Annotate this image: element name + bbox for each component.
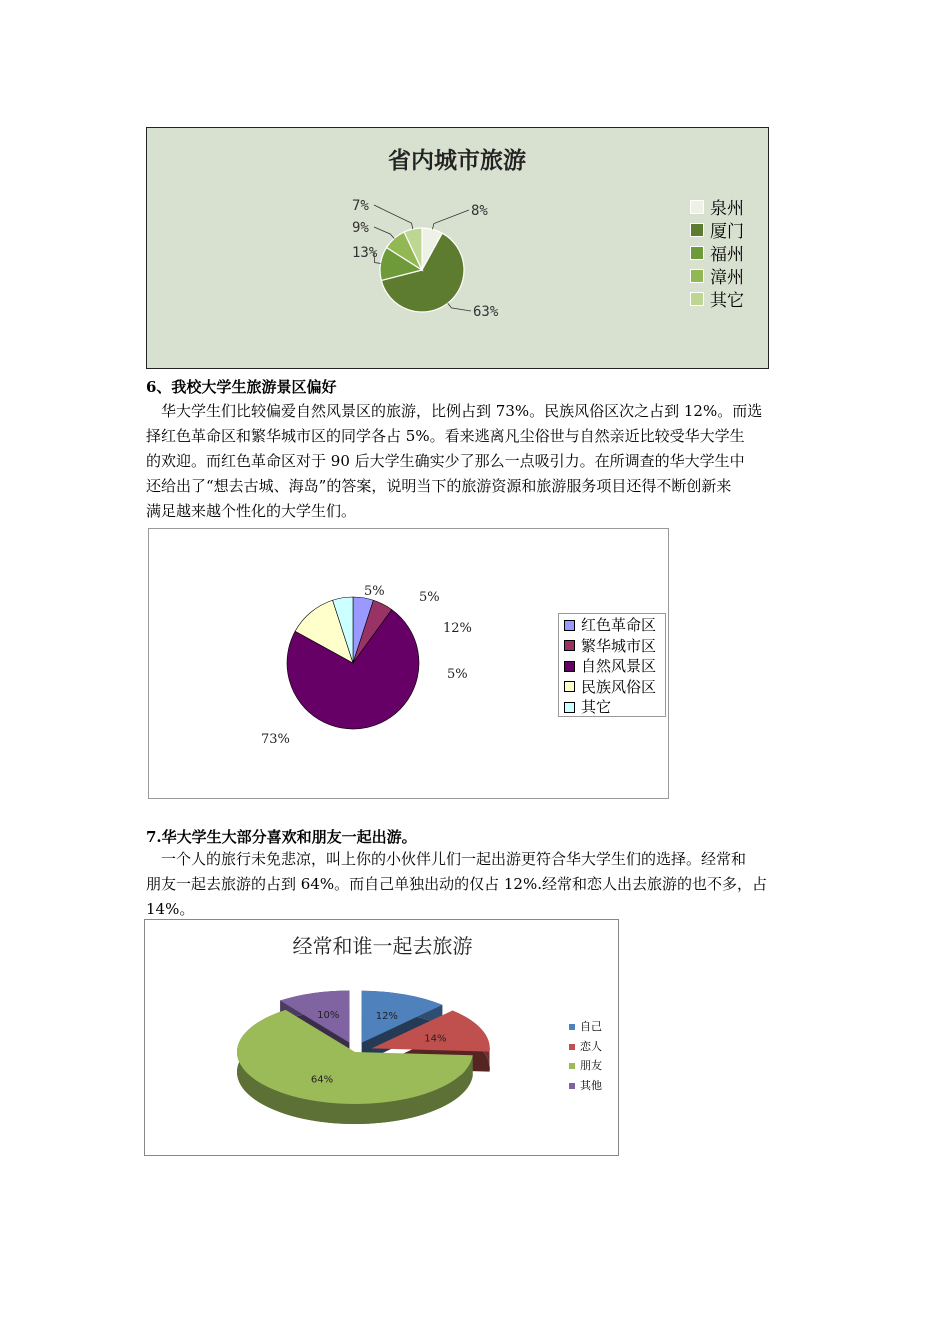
legend-label: 自己	[580, 1020, 602, 1033]
chart1-plot	[147, 128, 770, 370]
pie-data-label: 64%	[310, 1074, 334, 1086]
legend-label: 自然风景区	[581, 657, 657, 675]
legend-label: 恋人	[580, 1039, 602, 1053]
pie-data-label: 13%	[352, 245, 378, 261]
legend-swatch	[569, 1083, 575, 1089]
pie-data-label: 7%	[352, 198, 369, 214]
legend-item	[569, 1059, 602, 1073]
pie-data-label: 8%	[471, 203, 488, 219]
legend-item	[690, 194, 744, 219]
legend-swatch	[690, 246, 704, 260]
legend-swatch	[564, 681, 575, 692]
legend-swatch	[569, 1044, 575, 1050]
section7-line: 一个人的旅行未免悲凉，叫上你的小伙伴儿们一起出游更符合华大学生们的选择。经常和	[161, 850, 747, 868]
legend-swatch	[564, 640, 575, 651]
legend-swatch	[690, 292, 704, 306]
section6-line: 的欢迎。而红色革命区对于 90 后大学生确实少了那么一点吸引力。在所调查的华大学生中	[146, 452, 745, 470]
pie-data-label: 63%	[473, 304, 499, 320]
chart1-title: 省内城市旅游	[388, 148, 526, 174]
legend-label: 漳州	[710, 268, 744, 288]
section6-heading: 6、我校大学生旅游景区偏好	[146, 378, 337, 396]
legend-item	[564, 637, 656, 655]
legend-label: 朋友	[580, 1059, 602, 1072]
chart3-plot	[145, 920, 620, 1157]
legend-item	[564, 698, 611, 716]
section6-line: 满足越来越个性化的大学生们。	[146, 502, 357, 520]
legend-item	[569, 1040, 602, 1054]
legend-label: 民族风俗区	[581, 677, 657, 696]
pie-data-label: 10%	[317, 1009, 340, 1021]
section7-line: 朋友一起去旅游的占到 64%。而自己单独出动的仅占 12%.经常和恋人出去旅游的也不多，占	[146, 875, 767, 893]
legend-label: 其它	[581, 698, 612, 716]
section7-paragraph	[146, 847, 811, 922]
legend-item	[564, 616, 656, 634]
pie-data-label: 73%	[261, 732, 290, 747]
legend-swatch	[690, 223, 704, 237]
legend-swatch	[569, 1024, 575, 1030]
legend-item	[569, 1079, 602, 1093]
chart-province-cities	[146, 127, 769, 369]
pie-data-label: 9%	[352, 220, 369, 236]
legend-item	[690, 240, 744, 265]
legend-item	[569, 1020, 602, 1034]
pie-data-label: 14%	[424, 1033, 447, 1045]
legend-label: 繁华城市区	[581, 636, 657, 655]
legend-swatch	[569, 1063, 575, 1069]
leader-line	[374, 227, 394, 238]
legend-swatch	[690, 200, 704, 214]
leader-line	[448, 303, 471, 311]
legend-label: 泉州	[710, 199, 744, 219]
pie-data-label: 5%	[447, 667, 468, 682]
chart-travel-companion	[144, 919, 619, 1156]
leader-line	[374, 205, 413, 229]
chart2-legend	[558, 613, 666, 717]
legend-item	[690, 217, 744, 242]
legend-item	[690, 263, 744, 288]
pie-data-label: 5%	[364, 584, 385, 599]
legend-swatch	[564, 620, 575, 631]
legend-swatch	[564, 661, 575, 672]
legend-item	[564, 657, 656, 675]
legend-label: 福州	[710, 245, 744, 265]
legend-label: 厦门	[710, 222, 744, 242]
chart3-title: 经常和谁一起去旅游	[292, 934, 473, 958]
section6-line: 华大学生们比较偏爱自然风景区的旅游，比例占到 73%。民族风俗区次之占到 12%。而选	[161, 402, 763, 420]
legend-swatch	[690, 269, 704, 283]
legend-swatch	[564, 702, 575, 713]
legend-item	[564, 678, 656, 696]
section6-line: 择红色革命区和繁华城市区的同学各占 5%。看来逃离凡尘俗世与自然亲近比较受华大学生	[146, 427, 745, 445]
section6-line: 还给出了“想去古城、海岛”的答案，说明当下的旅游资源和旅游服务项目还得不断创新来	[146, 477, 732, 495]
pie-data-label: 12%	[443, 621, 472, 636]
legend-label: 其它	[710, 291, 744, 311]
legend-label: 其他	[580, 1078, 602, 1092]
legend-item	[690, 286, 744, 311]
chart-scenic-preference	[148, 528, 669, 799]
section6-paragraph	[146, 399, 811, 524]
section7-line: 14%。	[146, 900, 195, 918]
legend-label: 红色革命区	[581, 616, 657, 634]
pie-data-label: 5%	[419, 590, 440, 605]
leader-line	[432, 210, 469, 229]
section7-heading: 7.华大学生大部分喜欢和朋友一起出游。	[146, 828, 417, 846]
pie-data-label: 12%	[375, 1010, 398, 1022]
